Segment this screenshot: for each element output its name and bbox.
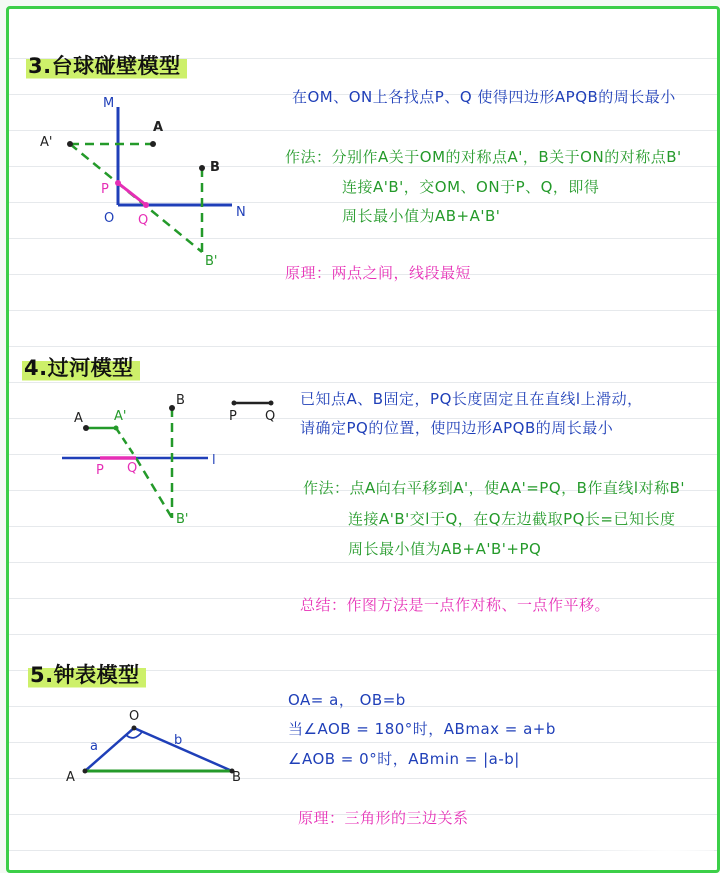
section-4-method-2: 连接A'B'交l于Q，在Q左边截取PQ长=已知长度: [348, 510, 676, 528]
section-5-line-1: OA= a， OB=b: [288, 691, 406, 709]
section-4-problem-1: 已知点A、B固定，PQ长度固定且在直线l上滑动，: [300, 390, 643, 408]
label-b-4: B: [176, 393, 185, 408]
label-m: M: [103, 96, 115, 111]
section-4-summary: 总结：作图方法是一点作对称、一点作平移。: [300, 596, 611, 614]
label-a-4: A: [74, 411, 83, 426]
section-3-problem: 在OM、ON上各找点P、Q 使得四边形APQB的周长最小: [292, 88, 676, 106]
label-q: Q: [138, 213, 149, 228]
label-b-prime-4: B': [176, 512, 189, 527]
label-b-prime: B': [205, 254, 218, 269]
section-3-principle: 原理：两点之间，线段最短: [285, 264, 472, 282]
label-b-5: B: [232, 770, 241, 785]
section-4-problem-2: 请确定PQ的位置，使四边形APQB的周长最小: [300, 419, 614, 437]
label-o: O: [104, 211, 115, 226]
corner-fade: [564, 807, 714, 867]
label-a-prime: A': [40, 135, 53, 150]
side-ob: [134, 728, 232, 771]
label-o-5: O: [129, 709, 140, 724]
section-3-method-1: 作法：分别作A关于OM的对称点A'，B关于ON的对称点B': [285, 148, 682, 166]
label-q-4: Q: [127, 461, 138, 476]
section-5-principle: 原理：三角形的三边关系: [298, 809, 469, 827]
label-seg-q: Q: [265, 409, 276, 424]
label-seg-p: P: [229, 409, 237, 424]
section-3-method-2: 连接A'B'，交OM、ON于P、Q，即得: [342, 178, 600, 196]
section-4-method-3: 周长最小值为AB+A'B'+PQ: [348, 540, 542, 558]
section-4-heading: 4.过河模型: [22, 352, 140, 382]
label-a-prime-4: A': [114, 409, 127, 424]
label-side-a: a: [90, 739, 98, 754]
label-b: B: [210, 160, 220, 175]
label-a: A: [153, 120, 164, 135]
label-side-b: b: [174, 733, 183, 748]
label-p: P: [101, 182, 109, 197]
section-5-heading: 5.钟表模型: [28, 659, 146, 689]
label-p-4: P: [96, 463, 104, 478]
section-4-method-1: 作法：点A向右平移到A'，使AA'=PQ，B作直线l对称B': [303, 479, 686, 497]
label-l: l: [212, 453, 216, 468]
section-3-heading: 3.台球碰壁模型: [26, 50, 187, 80]
label-a-5: A: [66, 770, 75, 785]
section-3-method-3: 周长最小值为AB+A'B': [342, 207, 501, 225]
section-5-line-2: 当∠AOB = 180°时，ABmax = a+b: [288, 720, 556, 738]
label-n: N: [236, 205, 246, 220]
section-5-line-3: ∠AOB = 0°时，ABmin = |a-b|: [288, 750, 520, 768]
